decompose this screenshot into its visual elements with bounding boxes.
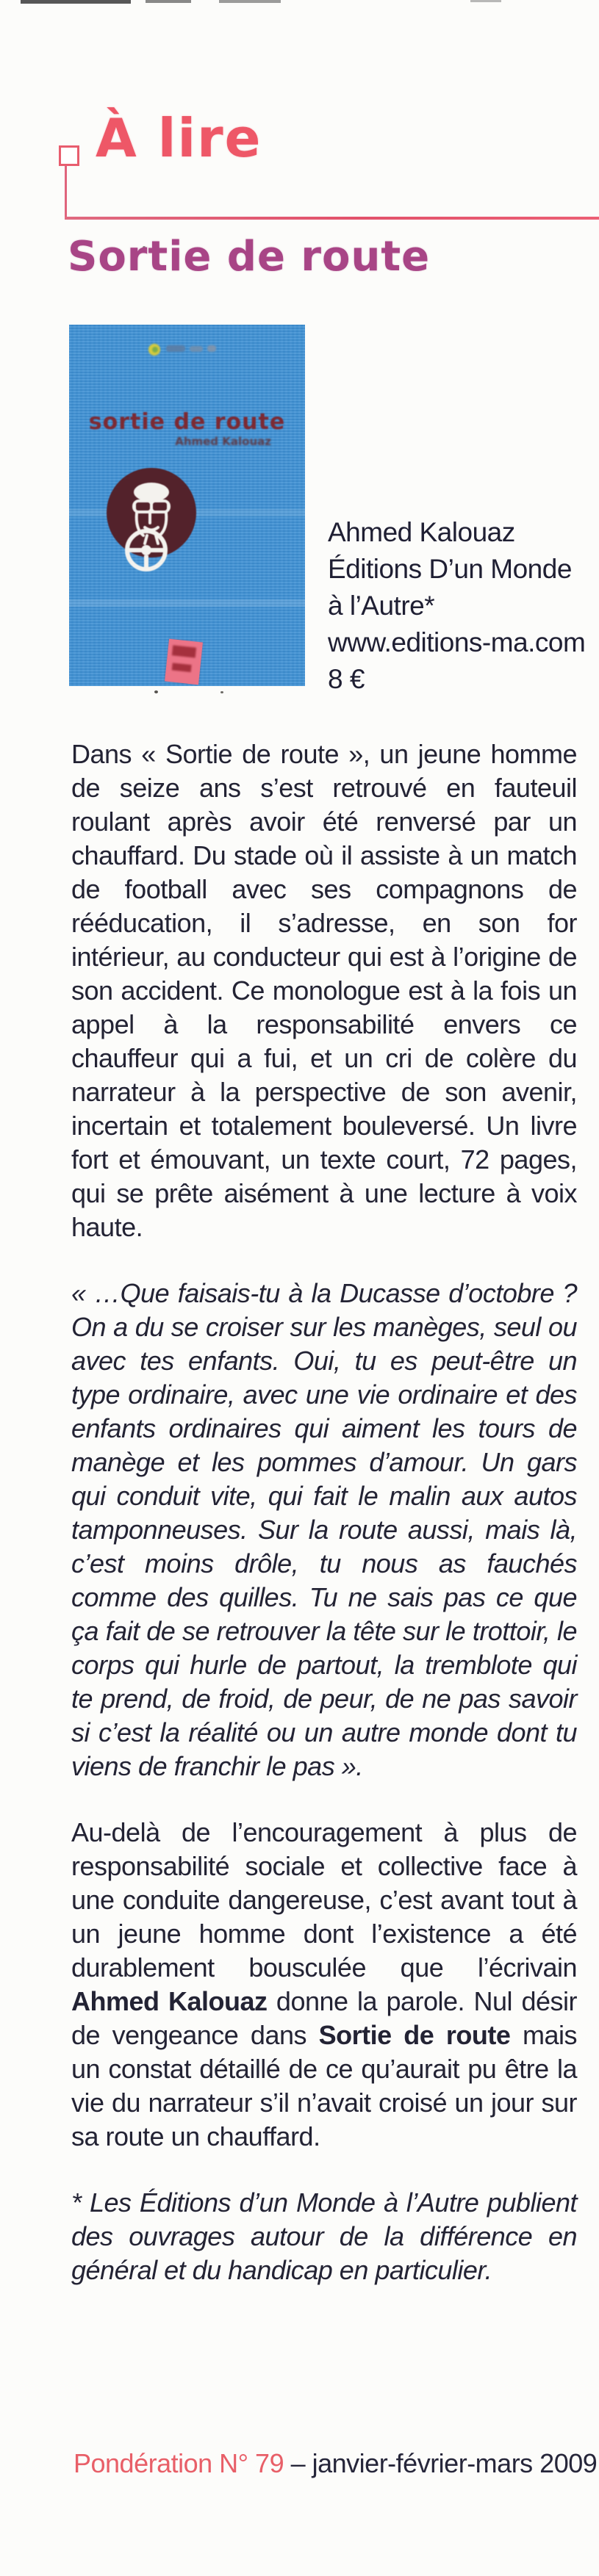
book-publisher-line2: à l’Autre*: [328, 591, 435, 621]
driver-face-steering-wheel-illustration: [98, 464, 201, 582]
paragraph-summary: Dans « Sortie de route », un jeune homme de seize ans s’est retrouvé en fauteuil roulant après avoir été renversé par un chauffard. Du stade où il assiste à un match de football avec ses compagnons de rééducation, il s’adresse, en son for intérieur, au conducteur qui est à l’origine de son accident. Ce monologue est à la fois un appel à la responsabilité envers ce chauffeur qui a fui, et un cri de colère du narrateur à la perspective de son avenir, incertain et totalement bouleversé. Un livre fort et émouvant, un texte court, 72 pages, qui se prête aisément à une lecture à voix haute.: [71, 739, 577, 1242]
scan-artifact: [21, 0, 131, 4]
issue-date: – janvier-février-mars 2009: [290, 2448, 598, 2478]
section-title: À lire: [96, 107, 262, 169]
scan-speck: [220, 691, 223, 693]
commentary-text: Au-delà de l’encouragement à plus de responsabilité sociale et collective face à une conduite dangereuse, c’est avant tout à un jeune homme dont l’existence a été durablement bousculée que l’écrivain: [71, 1817, 577, 1982]
article-body: [71, 737, 577, 2320]
article-title: Sortie de route: [68, 233, 431, 281]
page-footer: [73, 2449, 597, 2478]
book-info-block: [328, 514, 592, 698]
scan-speck: [154, 690, 158, 693]
paragraph-footnote: * Les Éditions d’un Monde à l’Autre publient des ouvrages autour de la différence en général et du handicap en particulier.: [71, 2187, 577, 2285]
book-publisher-line1: Éditions D’un Monde: [328, 554, 572, 584]
cover-author-name: Ahmed Kalouaz: [175, 435, 271, 448]
magazine-name: Pondération N° 79: [73, 2448, 284, 2478]
book-price: 8 €: [328, 664, 365, 694]
book-title-bold: Sortie de route: [318, 2020, 511, 2050]
header-rule-horizontal: [65, 217, 599, 220]
publisher-logo-icon: [148, 338, 222, 360]
section-bullet-square-icon: [59, 145, 79, 166]
author-name-bold: Ahmed Kalouaz: [71, 1986, 268, 2016]
price-sticker: [165, 639, 203, 685]
book-cover-image: [69, 325, 305, 686]
scan-artifact: [146, 0, 191, 3]
book-website: www.editions-ma.com: [328, 627, 586, 657]
cover-book-title: sortie de route: [88, 409, 286, 435]
book-author: Ahmed Kalouaz: [328, 517, 515, 547]
paragraph-quote: « …Que faisais-tu à la Ducasse d’octobre ? On a du se croiser sur les manèges, seul ou avec tes enfants. Oui, tu es peut-être un type ordinaire, avec une vie ordinaire et des enfants ordinaires qui aiment les tours de manège et les pommes d’amour. Un gars qui conduit vite, qui fait le malin aux autos tamponneuses. Sur la route aussi, mais là, c’est moins drôle, tu nous as fauchés comme des quilles. Tu ne sais pas ce que ça fait de se retrouver la tête sur le trottoir, le corps qui hurle de partout, la tremblote qui te prend, de froid, de peur, de ne pas savoir si c’est la réalité ou un autre monde dont tu viens de franchir le pas ».: [71, 1278, 577, 1781]
header-rule-vertical: [65, 165, 67, 218]
paragraph-commentary: [71, 1816, 577, 2154]
commentary-text: mais un constat détaillé de ce qu’aurait pu être la vie du narrateur s’il n’avait croisé un jour sur sa route un chauffard.: [71, 2020, 577, 2151]
scan-artifact: [219, 0, 281, 3]
commentary-text: donne la parole. Nul désir de vengeance dans: [71, 1986, 577, 2050]
scan-artifact: [470, 0, 501, 2]
